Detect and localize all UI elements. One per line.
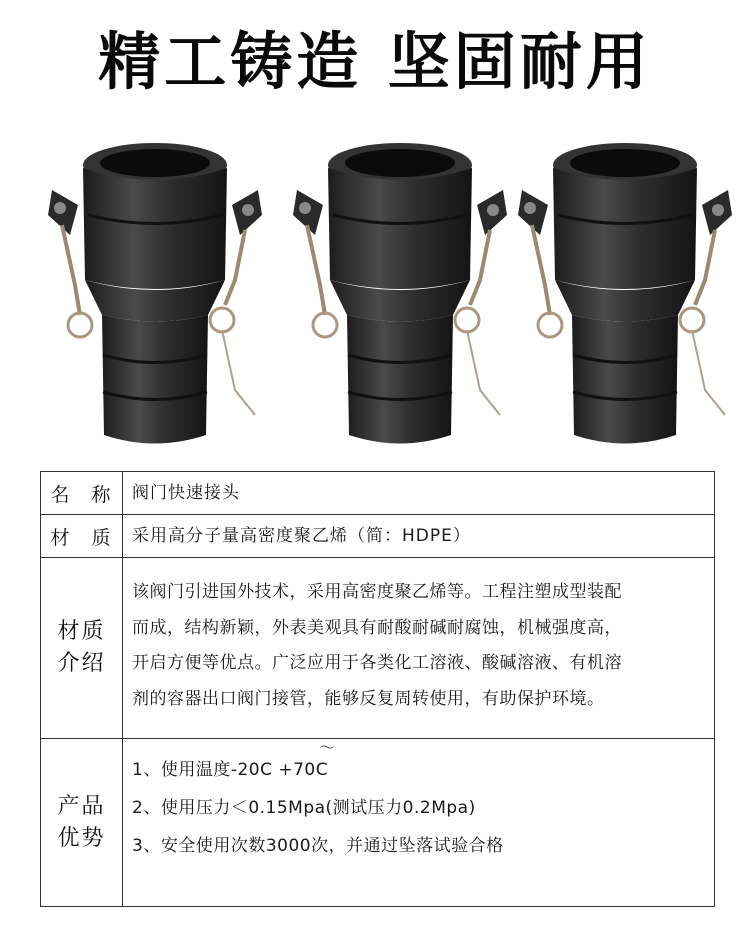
advantage-item: 2、使用压力＜0.15Mpa(测试压力0.2Mpa) [132, 798, 476, 818]
advantage-item: 3、安全使用次数3000次，并通过坠落试验合格 [132, 836, 504, 856]
name-label: 名 称 [41, 472, 123, 514]
intro-label: 材质 介绍 [41, 558, 123, 738]
product-photos [40, 130, 720, 460]
intro-text [123, 558, 714, 738]
camlock-coupler-icon [285, 130, 515, 460]
spec-row-intro [41, 558, 714, 739]
material-value: 采用高分子量高密度聚乙烯（简：HDPE） [132, 526, 471, 546]
intro-line: 而成，结构新颖，外表美观具有耐酸耐碱耐腐蚀，机械强度高， [132, 617, 622, 638]
camlock-coupler-icon [40, 130, 270, 460]
name-value: 阀门快速接头 [132, 483, 240, 503]
headline: 精工铸造 坚固耐用 [98, 25, 652, 98]
advantages-label: 产品 优势 [41, 739, 123, 906]
tilde-mark: ～ [319, 738, 336, 757]
intro-line: 该阀门引进国外技术，采用高密度聚乙烯等。工程注塑成型装配 [132, 582, 622, 602]
spec-row-material [41, 515, 714, 558]
spec-row-name [41, 472, 714, 515]
spec-row-advantages [41, 739, 714, 906]
intro-line: 开启方便等优点。广泛应用于各类化工溶液、酸碱溶液、有机溶 [132, 653, 622, 673]
camlock-coupler-icon [510, 130, 740, 460]
advantage-item: 1、使用温度-20C +70C [132, 760, 329, 780]
material-label: 材 质 [41, 515, 123, 557]
spec-table [40, 471, 715, 907]
intro-line: 剂的容器出口阀门接管，能够反复周转使用，有助保护环境。 [132, 688, 605, 709]
advantages-list [123, 739, 714, 906]
